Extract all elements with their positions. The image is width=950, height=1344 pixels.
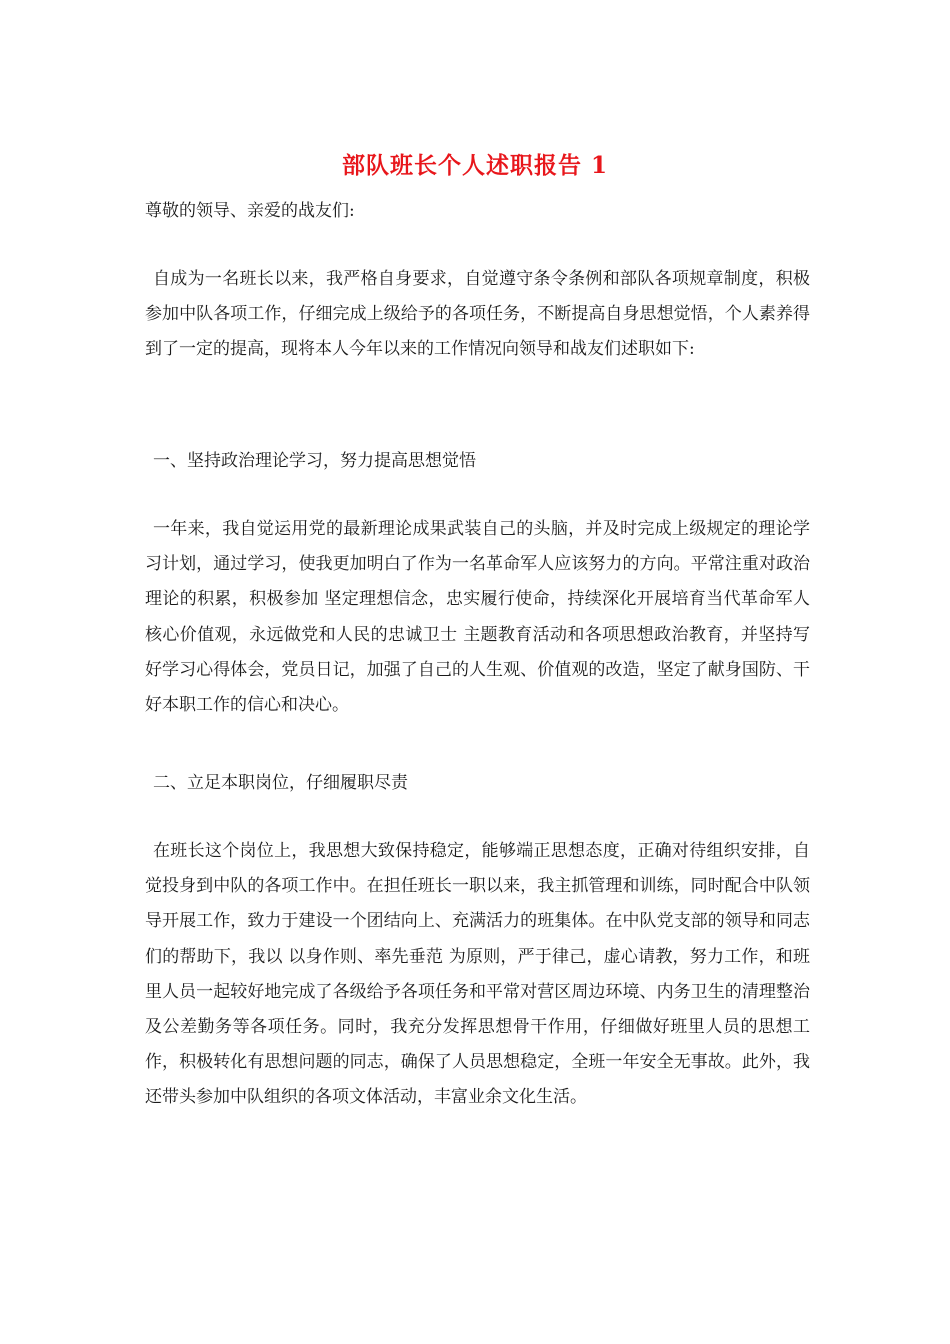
salutation: 尊敬的领导、亲爱的战友们:	[145, 201, 355, 221]
section-2-paragraph: 在班长这个岗位上，我思想大致保持稳定，能够端正思想态度，正确对待组织安排，自觉投身到中队的各项工作中。在担任班长一职以来，我主抓管理和训练，同时配合中队领导开展工作，致力于建设一个团结向上、充满活力的班集体。在中队党支部的领导和同志们的帮助下，我以 以身作则、率先垂范 为原则，严于律己，虚心请教，努力工作，和班里人员一起较好地完成了各级给予各项任务和平常对营区周边环境、内务卫生的清理整治及公差勤务等各项任务。同时，我充分发挥思想骨干作用，仔细做好班里人员的思想工作，积极转化有思想问题的同志，确保了人员思想稳定，全班一年安全无事故。此外，我还带头参加中队组织的各项文体活动，丰富业余文化生活。	[145, 841, 810, 1108]
document-title: 部队班长个人述职报告 1	[341, 152, 608, 179]
section-1-paragraph: 一年来，我自觉运用党的最新理论成果武装自己的头脑，并及时完成上级规定的理论学习计划，通过学习，使我更加明白了作为一名革命军人应该努力的方向。平常注重对政治理论的积累，积极参加 坚定理想信念，忠实履行使命，持续深化开展培育当代革命军人核心价值观，永远做党和人民的忠诚卫士 主题教育活动和各项思想政治教育，并坚持写好学习心得体会，党员日记，加强了自己的人生观、价值观的改造，坚定了献身国防、干好本职工作的信心和决心。	[145, 519, 810, 716]
intro-paragraph: 自成为一名班长以来，我严格自身要求，自觉遵守条令条例和部队各项规章制度，积极参加中队各项工作，仔细完成上级给予的各项任务，不断提高自身思想觉悟，个人素养得到了一定的提高，现将本人今年以来的工作情况向领导和战友们述职如下:	[145, 269, 810, 360]
section-1-heading: 一、坚持政治理论学习，努力提高思想觉悟	[153, 451, 476, 471]
section-2-heading: 二、立足本职岗位，仔细履职尽责	[153, 773, 408, 793]
